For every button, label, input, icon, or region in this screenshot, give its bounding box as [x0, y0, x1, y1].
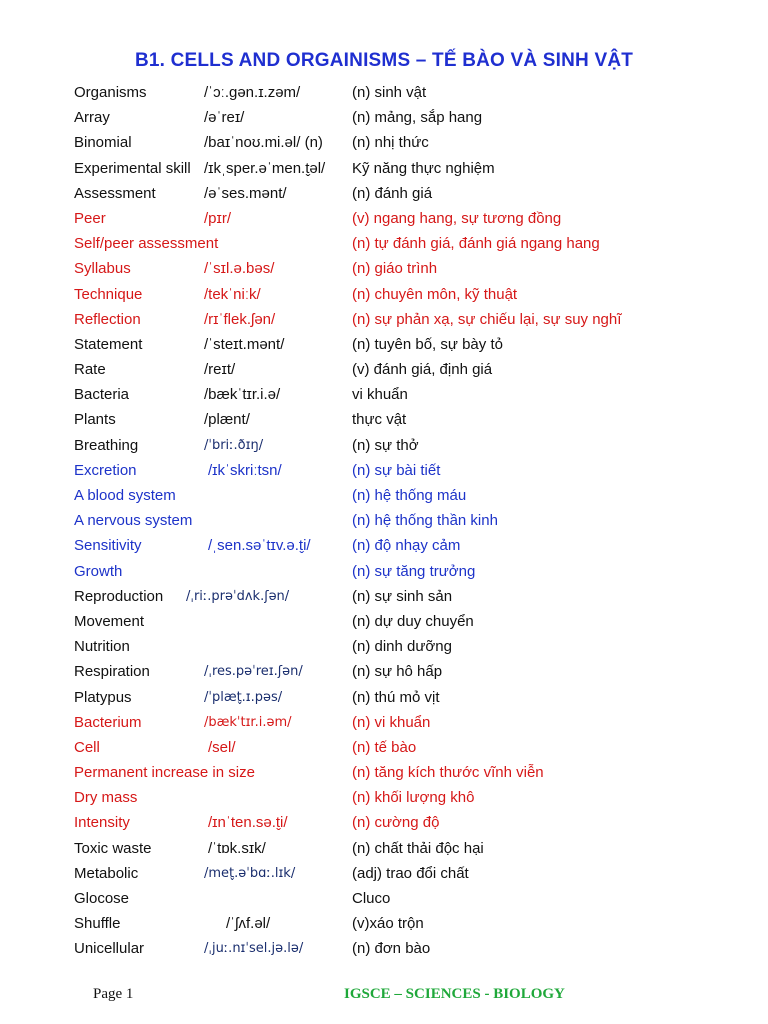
- vocab-meaning: (v) đánh giá, định giá: [352, 361, 493, 379]
- vocab-term: Rate: [74, 361, 106, 379]
- vocab-term: Nutrition: [74, 638, 130, 656]
- vocab-term: Breathing: [74, 436, 139, 454]
- vocab-meaning: (n) giáo trình: [352, 260, 438, 278]
- vocab-meaning: (n) chất thải độc hại: [352, 839, 484, 857]
- vocab-meaning: (n) nhị thức: [352, 134, 429, 152]
- vocab-row: [0, 231, 768, 256]
- vocab-row: [0, 785, 768, 810]
- vocab-term: Binomial: [74, 134, 132, 152]
- vocab-term: Self/peer assessment: [74, 235, 219, 253]
- vocabulary-list: [0, 80, 768, 962]
- vocab-row: [0, 483, 768, 508]
- vocab-row: [0, 156, 768, 181]
- vocab-meaning: (n) tế bào: [352, 738, 417, 756]
- vocab-row: [0, 836, 768, 861]
- vocab-row: [0, 559, 768, 584]
- vocab-row: [0, 886, 768, 911]
- vocab-row: [0, 357, 768, 382]
- vocab-term: A blood system: [74, 487, 176, 504]
- vocab-row: [0, 307, 768, 332]
- vocab-pronunciation: /bækˈtɪr.i.əm/: [204, 714, 292, 730]
- vocab-term: Shuffle: [74, 915, 121, 933]
- vocab-term: Metabolic: [74, 864, 139, 882]
- vocab-term: Array: [74, 109, 110, 127]
- vocab-meaning: (n) sự phản xạ, sự chiếu lại, sự suy nghĩ: [352, 310, 622, 328]
- vocab-term: Intensity: [74, 814, 130, 832]
- vocab-pronunciation: /bækˈtɪr.i.ə/: [204, 386, 281, 404]
- vocab-term: Glocose: [74, 890, 130, 907]
- vocab-row: [0, 407, 768, 432]
- vocab-term: A nervous system: [74, 512, 193, 530]
- vocab-meaning: (n) sự sinh sản: [352, 587, 453, 605]
- vocab-term: Movement: [74, 612, 145, 630]
- vocab-pronunciation: /ɪkˌsper.əˈmen.t̬əl/: [204, 159, 326, 177]
- vocab-pronunciation: /ˈɔː.gən.ɪ.zəm/: [204, 84, 301, 101]
- vocab-meaning: (v) ngang hang, sự tương đồng: [352, 209, 562, 227]
- vocab-pronunciation: /ɪnˈten.sə.t̬i/: [208, 814, 288, 832]
- vocab-term: Dry mass: [74, 789, 138, 807]
- vocab-row: [0, 584, 768, 609]
- vocab-term: Cell: [74, 738, 100, 756]
- vocab-row: [0, 685, 768, 710]
- vocab-row: [0, 659, 768, 684]
- vocab-row: [0, 760, 768, 785]
- vocab-row: [0, 710, 768, 735]
- vocab-row: [0, 911, 768, 936]
- course-footer: IGSCE – SCIENCES - BIOLOGY: [344, 986, 565, 1002]
- vocab-term: Growth: [74, 562, 123, 580]
- vocab-row: [0, 735, 768, 760]
- vocab-pronunciation: /ˈsteɪt.mənt/: [204, 335, 285, 353]
- vocab-meaning: (n) sự hô hấp: [352, 663, 443, 681]
- vocab-term: Permanent increase in size: [74, 764, 255, 782]
- vocab-meaning: (n) độ nhạy cảm: [352, 537, 461, 555]
- vocab-row: [0, 609, 768, 634]
- vocab-meaning: (n) tự đánh giá, đánh giá ngang hang: [352, 235, 600, 253]
- vocab-pronunciation: /ˈplæt̬.ɪ.pəs/: [204, 689, 283, 705]
- vocab-row: [0, 508, 768, 533]
- vocab-meaning: (n) đánh giá: [352, 184, 433, 202]
- vocab-meaning: (n) sinh vật: [352, 84, 427, 101]
- vocab-pronunciation: /sel/: [208, 738, 236, 756]
- vocab-term: Unicellular: [74, 940, 145, 958]
- vocab-meaning: Kỹ năng thực nghiệm: [352, 159, 495, 177]
- vocab-pronunciation: /ˈsɪl.ə.bəs/: [204, 260, 275, 278]
- vocab-pronunciation: /ˌjuː.nɪˈsel.jə.lə/: [204, 941, 304, 957]
- vocab-meaning: (n) sự bài tiết: [352, 461, 441, 479]
- page-number: Page 1: [93, 986, 134, 1002]
- vocab-row: [0, 433, 768, 458]
- vocab-meaning: (n) tăng kích thước vĩnh viễn: [352, 764, 544, 782]
- vocab-row: [0, 105, 768, 130]
- vocab-term: Technique: [74, 285, 143, 303]
- vocab-pronunciation: /baɪˈnoʊ.mi.əl/ (n): [204, 134, 323, 152]
- vocab-term: Plants: [74, 411, 116, 429]
- vocab-pronunciation: /ɪkˈskriːtsn/: [208, 461, 282, 479]
- vocab-meaning: (n) hệ thống thần kinh: [352, 512, 498, 530]
- vocab-pronunciation: /ˈtɒk.sɪk/: [208, 839, 266, 857]
- vocab-meaning: vi khuẩn: [352, 386, 408, 404]
- vocab-term: Reproduction: [74, 587, 164, 605]
- vocab-meaning: (n) chuyên môn, kỹ thuật: [352, 285, 518, 303]
- vocab-pronunciation: /pɪr/: [204, 209, 232, 227]
- vocab-pronunciation: /ˌres.pəˈreɪ.ʃən/: [204, 664, 303, 680]
- vocab-meaning: (n) mảng, sắp hang: [352, 109, 483, 127]
- vocab-term: Platypus: [74, 688, 132, 706]
- vocab-row: [0, 533, 768, 558]
- vocab-pronunciation: /met̬.əˈbɑː.lɪk/: [204, 865, 296, 881]
- vocab-pronunciation: /rɪˈflek.ʃən/: [204, 310, 276, 328]
- vocab-meaning: (n) thú mỏ vịt: [352, 688, 440, 706]
- vocab-term: Organisms: [74, 84, 147, 101]
- vocab-row: [0, 810, 768, 835]
- vocab-term: Toxic waste: [74, 839, 152, 857]
- vocab-row: [0, 458, 768, 483]
- vocab-term: Reflection: [74, 310, 141, 328]
- vocab-row: [0, 382, 768, 407]
- vocab-term: Respiration: [74, 663, 150, 681]
- vocab-pronunciation: /plænt/: [204, 411, 250, 429]
- vocab-term: Syllabus: [74, 260, 131, 278]
- vocab-pronunciation: /ˌsen.səˈtɪv.ə.t̬i/: [208, 537, 311, 555]
- vocab-term: Assessment: [74, 184, 156, 202]
- vocab-row: [0, 332, 768, 357]
- vocab-pronunciation: /reɪt/: [204, 361, 236, 379]
- vocab-meaning: (n) vi khuẩn: [352, 713, 431, 731]
- vocab-term: Experimental skill: [74, 159, 191, 177]
- vocab-row: [0, 80, 768, 105]
- vocab-meaning: (n) dự duy chuyển: [352, 612, 474, 630]
- vocab-meaning: (n) tuyên bố, sự bày tỏ: [352, 335, 503, 353]
- vocab-row: [0, 206, 768, 231]
- vocab-pronunciation: /tekˈniːk/: [204, 285, 261, 303]
- vocab-term: Bacteria: [74, 386, 130, 404]
- page-title: B1. CELLS AND ORGAINISMS – TẾ BÀO VÀ SINH VẬT: [134, 50, 634, 71]
- vocab-row: [0, 181, 768, 206]
- vocab-meaning: Cluco: [352, 890, 391, 907]
- vocab-row: [0, 130, 768, 155]
- vocab-pronunciation: /ˈʃʌf.əl/: [226, 915, 271, 933]
- vocab-meaning: (n) đơn bào: [352, 940, 431, 958]
- vocab-pronunciation: /ˈbriː.ðɪŋ/: [204, 437, 264, 453]
- vocab-meaning: (n) cường độ: [352, 814, 440, 832]
- vocab-meaning: thực vật: [352, 411, 407, 429]
- vocab-pronunciation: /əˈreɪ/: [204, 109, 245, 127]
- vocab-meaning: (n) hệ thống máu: [352, 487, 467, 504]
- vocab-term: Statement: [74, 335, 143, 353]
- vocab-term: Sensitivity: [74, 537, 142, 555]
- vocab-meaning: (n) sự tăng trưởng: [352, 562, 476, 580]
- vocab-row: [0, 256, 768, 281]
- vocab-meaning: (v)xáo trộn: [352, 915, 424, 933]
- vocab-row: [0, 282, 768, 307]
- vocab-pronunciation: /əˈses.mənt/: [204, 184, 287, 202]
- vocab-meaning: (n) sự thở: [352, 436, 419, 454]
- vocab-term: Excretion: [74, 461, 137, 479]
- vocab-row: [0, 634, 768, 659]
- vocab-row: [0, 861, 768, 886]
- vocab-meaning: (n) khối lượng khô: [352, 789, 475, 807]
- vocab-meaning: (adj) trao đổi chất: [352, 864, 469, 882]
- vocab-meaning: (n) dinh dưỡng: [352, 638, 452, 656]
- vocab-term: Bacterium: [74, 713, 142, 731]
- vocab-pronunciation: /ˌriː.prəˈdʌk.ʃən/: [186, 588, 290, 604]
- vocab-row: [0, 936, 768, 961]
- vocab-term: Peer: [74, 209, 106, 227]
